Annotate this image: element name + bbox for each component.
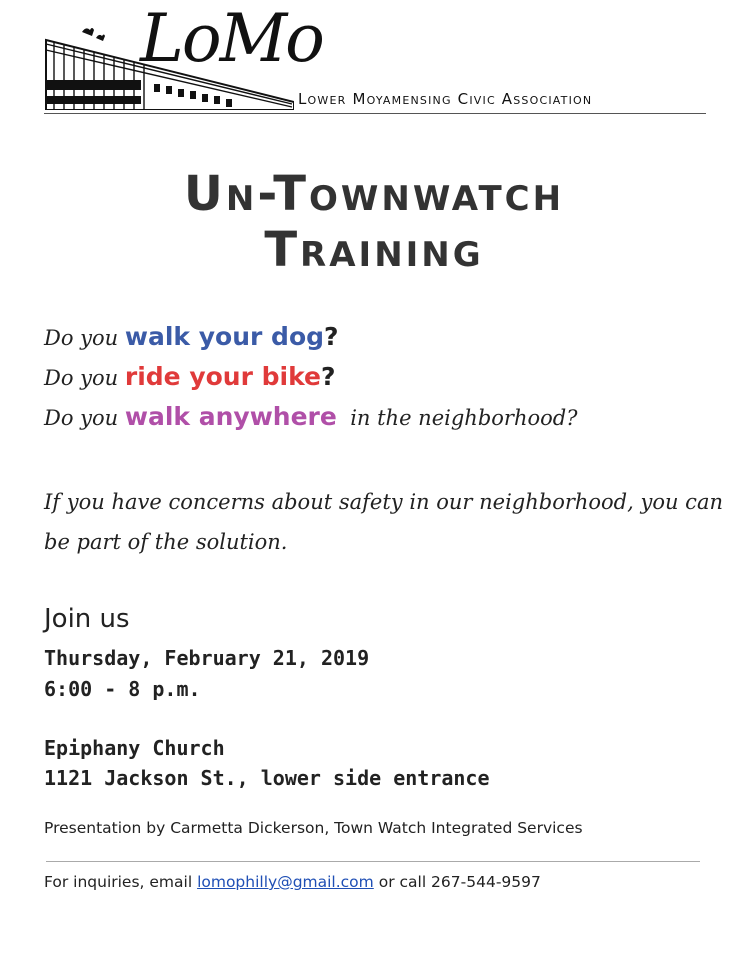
event-venue: Epiphany Church	[44, 736, 225, 760]
question-mark: ?	[324, 322, 339, 351]
presenter-line: Presentation by Carmetta Dickerson, Town Watch Integrated Services	[44, 819, 583, 837]
header-divider	[44, 113, 706, 114]
question-highlight: ride your bike	[124, 362, 322, 391]
question-highlight: walk your dog	[124, 322, 325, 351]
question-suffix: in the neighborhood?	[336, 406, 578, 430]
page-title-line-2: Training	[264, 222, 484, 278]
contact-suffix: or call 267-544-9597	[373, 873, 541, 891]
question-highlight: walk anywhere	[124, 402, 337, 431]
contact-line	[44, 873, 541, 891]
concern-paragraph: If you have concerns about safety in our neighborhood, you can be part of the solution.	[44, 490, 723, 554]
association-name: Lower Moyamensing Civic Association	[298, 90, 593, 108]
event-date: Thursday, February 21, 2019	[44, 646, 370, 670]
event-address: 1121 Jackson St., lower side entrance	[44, 766, 490, 790]
footer-divider	[46, 861, 700, 862]
question-1	[44, 322, 339, 351]
question-prefix: Do you	[44, 326, 125, 350]
question-prefix: Do you	[44, 366, 125, 390]
join-heading: Join us	[44, 604, 130, 634]
page-title-line-1: Un-Townwatch	[183, 166, 565, 222]
question-3	[44, 402, 577, 431]
contact-prefix: For inquiries, email	[44, 873, 198, 891]
logo-wordmark: LoMo	[140, 0, 323, 77]
email-link[interactable]: lomophilly@gmail.com	[197, 873, 374, 891]
question-2	[44, 362, 336, 391]
question-mark: ?	[321, 362, 336, 391]
question-prefix: Do you	[44, 406, 125, 430]
event-time: 6:00 - 8 p.m.	[44, 677, 201, 701]
